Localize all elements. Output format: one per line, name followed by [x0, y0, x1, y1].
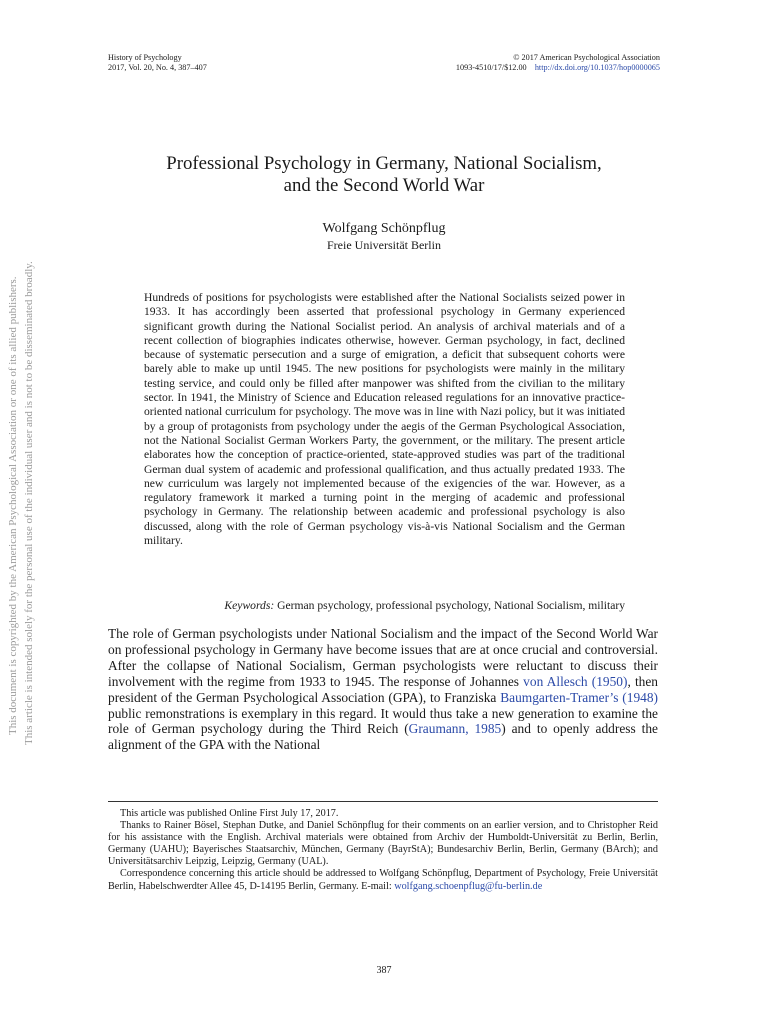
doi-link[interactable]: http://dx.doi.org/10.1037/hop0000065: [534, 63, 660, 72]
volume-info: 2017, Vol. 20, No. 4, 387–407: [108, 63, 207, 72]
body-text: [108, 626, 658, 753]
correspondence-text: Correspondence concerning this article should be addressed to Wolfgang Schönpflug, Department of Psychology, Freie Universität Berlin, Habelschwerdter Allee 45, D-14195 Berlin, Germany. E-mail:: [108, 868, 658, 892]
keywords-text: German psychology, professional psychology, National Socialism, military: [277, 599, 625, 612]
keywords: [144, 599, 625, 613]
citation-graumann[interactable]: Graumann, 1985: [408, 721, 502, 737]
body-text-2: , then president of the German Psychological Association (GPA), to Franziska: [108, 673, 658, 705]
issn-price: 1093-4510/17/$12.00: [455, 63, 527, 72]
footnote-thanks: Thanks to Rainer Bösel, Stephan Dutke, and Daniel Schönpflug for their comments on an earlier version, and to Christopher Reid for his assistance with the English. Archival materials were obtained from Archiv der Humboldt-Universität zu Berlin, Berlin, Germany (UAHU); Bayerisches Staatsarchiv, München, Germany (BayrStA); Bundesarchiv Berlin, Berlin, Germany (BArch); and Universitätsarchiv Leipzig, Leipzig, Germany (UAL).: [108, 820, 658, 868]
abstract: Hundreds of positions for psychologists were established after the National Socialists seized power in 1933. It has accordingly been asserted that professional psychology in Germany experienced significant growth during the National Socialist period. An analysis of archival materials and of a recent collection of biographies indicates otherwise, however. German psychology, in fact, declined because of systematic persecution and a surge of emigration, a deficit that subsequent cohorts were barely able to make up until 1945. The new positions for psychologists were mainly in the military testing service, and could only be filled after manpower was shifted from the civilian to the military sector. In 1941, the Ministry of Science and Education released regulations for an innovative practice-oriented national curriculum for psychology. The move was in line with Nazi policy, but it was initiated by a group of protagonists from psychology under the aegis of the German Psychological Association, not the National Socialist German Workers Party, the government, or the military. The present article elaborates how the conception of practice-oriented, state-approved studies was part of the traditional German dual system of academic and professional qualification, and thus actually predated 1933. The new curriculum was largely not implemented because of the exigencies of the war. However, as a regulatory framework it marked a turning point in the merging of academic and professional psychology in Germany. The relationship between academic and professional psychology is also discussed, along with the role of German psychology vis-à-vis National Socialism and the German military.: [144, 291, 625, 548]
body-text-4: ) and to openly address the alignment of the GPA with the National: [108, 721, 658, 753]
footnote-published: This article was published Online First July 17, 2017.: [120, 808, 339, 819]
body-text-3: public remonstrations is exemplary in this regard. It would thus take a new generation to examine the role of German psychology during the Third Reich (: [108, 705, 658, 737]
journal-name: History of Psychology: [108, 53, 182, 62]
journal-header-right: [456, 53, 660, 73]
citation-von-allesch[interactable]: von Allesch (1950): [523, 673, 628, 689]
article-title: [100, 153, 668, 197]
citation-baumgarten-tramer[interactable]: Baumgarten-Tramer’s (1948): [500, 689, 659, 705]
copyright-notice-line1: This document is copyrighted by the American Psychological Association or one of its allied publishers.: [7, 276, 19, 735]
issn-doi-line: [456, 63, 660, 73]
email-link[interactable]: wolfgang.schoenpflug@fu-berlin.de: [394, 880, 543, 892]
title-line-1: Professional Psychology in Germany, National Socialism,: [166, 153, 602, 174]
author-affiliation: Freie Universität Berlin: [327, 238, 441, 252]
footnote-divider: [108, 801, 658, 802]
footnote-correspondence: [108, 868, 658, 892]
copyright-notice-line2: This article is intended solely for the personal use of the individual user and is not to be disseminated broadly.: [23, 261, 35, 745]
journal-header-left: [108, 53, 207, 73]
body-text-1: The role of German psychologists under National Socialism and the impact of the Second World War on professional psychology in Germany have become issues that are at once crucial and controversial. After the collapse of National Socialism, German psychologists were reluctant to discuss their involvement with the regime from 1933 to 1945. The response of Johannes: [108, 626, 658, 689]
footnotes: [108, 808, 658, 893]
copyright-line: © 2017 American Psychological Association: [513, 53, 660, 62]
author-name: Wolfgang Schönpflug: [322, 221, 446, 236]
page-number: 387: [376, 965, 392, 976]
keywords-label: Keywords:: [224, 599, 275, 612]
title-line-2: and the Second World War: [283, 175, 485, 196]
